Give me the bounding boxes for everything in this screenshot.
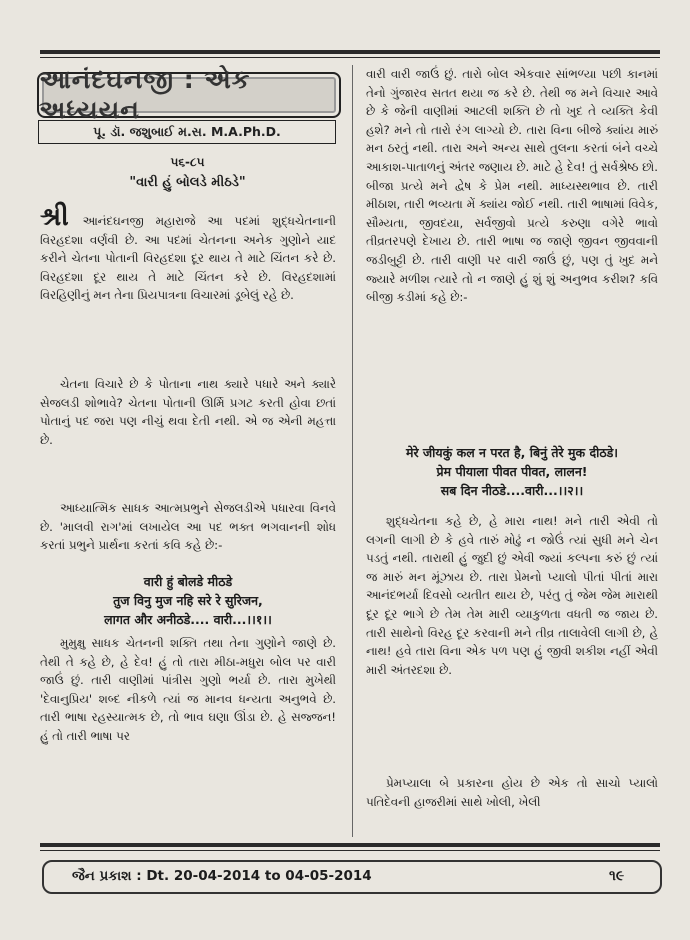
right-paragraph-1: વારી વારી જાઉં છું. તારો બોલ એકવાર સાંભળ્યા પછી કાનમાં તેનો ગુંજારવ સતત થયા જ કરે છે. તેથી જ મને વિચાર આવે છે કે જેની વાણીમાં આટલી શક્તિ છે તો ખુદ તે વ્યક્તિ કેવી હશે? મને તો તારો રંગ લાગ્યો છે. તારા વિના બીજે ક્યાંય મારું મન ઠરતું નથી. તારા અને અન્ય સાથે તુલના કરતાં બંને વચ્ચે આકાશ-પાતાળનું અંતર જણાય છે. માટે હે દેવ! તું સર્વશ્રેષ્ઠ છો. બીજા પ્રત્યે મને દ્વેષ કે પ્રેમ નથી. માધ્યસ્થભાવ છે. તારી મીઠાશ, તારી ભવ્યતા મેં ક્યાંય જોઈ નથી. તારી ભાષામાં વિવેક, સૌમ્યતા, જીવદયા, સર્વજીવો પ્રત્યે કરુણા વગેરે ભાવો તીવ્રતરપણે દેખાય છે. તારી ભાષા જ જાણે જીવન જીવવાની જડીબુટ્ટી છે. તારી વાણી પર વારી જાઉં છું, પણ તું ખુદ મને જ્યારે મળીશ ત્યારે તો ન જાણે હું શું શું અનુભવ કરીશ? કવિ બીજી કડીમાં કહે છે:- bbox=[366, 67, 658, 305]
verse-line: मेरे जीयकुं कल न परत है, बिनुं तेरे मुक दीठडे। bbox=[405, 445, 619, 460]
page-range: ૫૬-૮૫ bbox=[170, 155, 205, 169]
verse-line: सब दिन नीठडे....वारी...।।२।। bbox=[440, 483, 584, 498]
right-verse-block bbox=[366, 443, 658, 500]
left-paragraph-1-text: આનંદઘનજી મહારાજે આ પદમાં શુદ્ધચેતનાની વિરહદશા વર્ણવી છે. આ પદમાં ચેતનના અનેક ગુણોને યાદ કરીને ચેતના પોતાની વિરહદશા દૂર થાય તે માટે ચિંતન કરે છે. વિરહદશા દૂર થાય તે માટે ચિંતન કરે છે. વિરહદશામાં વિરહિણીનું મન તેના પ્રિયપાત્રના વિચારમાં ડૂબેલું રહે છે. bbox=[40, 214, 336, 303]
article-title: આનંદઘનજી : એક અધ્યયન bbox=[37, 72, 341, 118]
publication-info: જૈન પ્રકાશ : Dt. 20-04-2014 to 04-05-2014 bbox=[72, 868, 372, 884]
verse-line: लागत और अनीठडे.... वारी...।।१।। bbox=[104, 612, 272, 627]
left-paragraph-2: ચેતના વિચારે છે કે પોતાના નાથ ક્યારે પધારે અને ક્યારે સેજલડી શોભાવે? ચેતના પોતાની ઊર્મિ પ્રગટ કરતી હોવા છતાં પોતાનું પદ જરા પણ નીચું થવા દેતી નથી. એ જ એની મહત્તા છે. bbox=[40, 377, 336, 447]
top-thin-rule bbox=[40, 57, 660, 58]
verse-line: प्रेम पीयाला पीवत पीवत, लालन! bbox=[436, 464, 588, 479]
verse-line: वारी हुं बोलडे मीठडे bbox=[143, 574, 233, 589]
bottom-double-rule bbox=[40, 843, 660, 847]
dropcap: શ્રી bbox=[40, 202, 69, 232]
right-paragraph-2: શુદ્ધચેતના કહે છે, હે મારા નાથ! મને તારી એવી તો લગની લાગી છે કે હવે તારું મોઢું ન જોઉં ત્યાં સુધી મને ચેન પડતું નથી. તારાથી હું જુદી છું એવી જ્યાં કલ્પના કરું છું ત્યાં જ મારું મન મૂંઝાય છે. તારા પ્રેમનો પ્યાલો પીતાં પીતાં મારા આનંદભર્યા દિવસો વ્યતીત થાય છે, પરંતુ તું જેમ જેમ મારાથી દૂર દૂર ભાગે છે તેમ તેમ મારી વ્યાકુળતા વધતી જ જાય છે. તારી સાથેનો વિરહ દૂર કરવાની મને તીવ્ર તાલાવેલી લાગી છે, હે નાથ! હવે તારા વિના એક પળ પણ હું જીવી શકીશ નહીં એવી મારી અંતરદશા છે. bbox=[366, 514, 658, 677]
bottom-thin-rule bbox=[40, 850, 660, 851]
left-verse-block bbox=[40, 572, 336, 629]
page-number: ૧૯ bbox=[609, 868, 625, 884]
left-paragraph-1 bbox=[40, 202, 336, 305]
article-subtitle: "વારી હું બોલડે મીઠડે" bbox=[129, 175, 246, 190]
column-divider bbox=[352, 65, 353, 837]
verse-line: तुज विनु मुज नहि सरे रे सुरिजन, bbox=[113, 593, 263, 608]
left-paragraph-3: આધ્યાત્મિક સાધક આત્મપ્રભુને સેજલડીએ પધારવા વિનવે છે. 'માલવી રાગ'માં લખાયેલ આ પદ ભક્ત ભગવાનની શોધ કરતાં પ્રભુને પ્રાર્થના કરતાં કવિ કહે છે:- bbox=[40, 501, 336, 553]
right-paragraph-3: પ્રેમપ્યાલા બે પ્રકારના હોય છે એક તો સાચો પ્યાલો પતિદેવની હાજરીમાં સાથે ખોલી, ખેલી bbox=[366, 776, 658, 809]
top-double-rule bbox=[40, 50, 660, 54]
left-paragraph-4: મુમુક્ષુ સાધક ચેતનની શક્તિ તથા તેના ગુણોને જાણે છે. તેથી તે કહે છે, હે દેવ! હું તો તારા મીઠા-મધુરા બોલ પર વારી જાઉં છું. તારી વાણીમાં પાંત્રીસ ગુણો ભર્યા છે. તારા મુખેથી 'દેવાનુપ્રિય' શબ્દ નીકળે ત્યાં જ માનવ ધન્યતા અનુભવે છે. તારી ભાષા રહસ્યાત્મક છે, તો ભાવ ઘણા ઊંડા છે. હે સજ્જન! હું તો તારી ભાષા પર bbox=[40, 636, 336, 743]
author-line: પૂ. ડૉ. જશુબાઈ મ.સ. M.A.Ph.D. bbox=[38, 120, 336, 144]
